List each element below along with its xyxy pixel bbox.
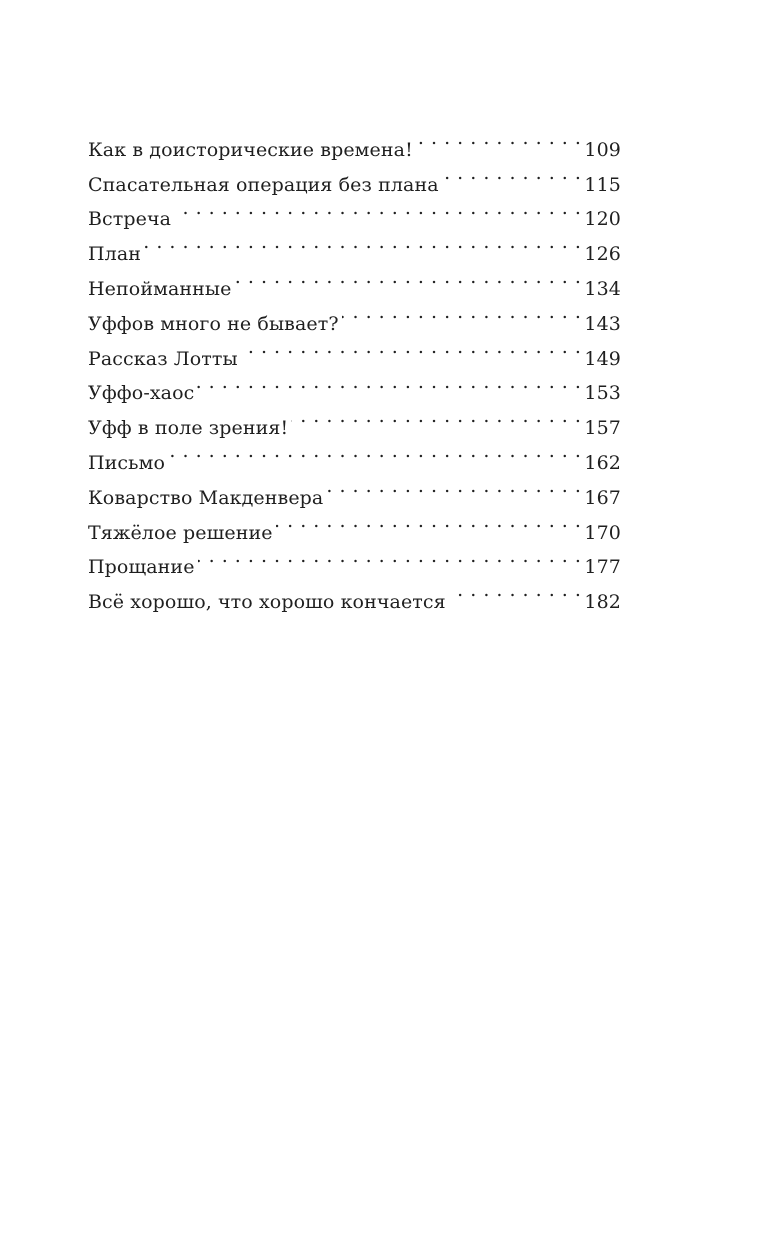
toc-entry-page: 149: [584, 347, 621, 370]
table-of-contents: [88, 121, 621, 614]
toc-entry-title: Непойманные: [88, 277, 232, 300]
toc-leader-dots: [198, 539, 582, 574]
toc-entry[interactable]: [88, 225, 621, 266]
toc-entry-page: 170: [584, 521, 621, 544]
toc-entry-page: 109: [584, 138, 621, 161]
toc-leader-dots: [291, 399, 581, 434]
toc-entry-page: 153: [584, 382, 621, 405]
toc-entry-title: План: [88, 243, 142, 266]
toc-entry-title: Тяжёлое решение: [88, 521, 273, 544]
toc-entry-page: 177: [584, 556, 621, 579]
toc-leader-dots: [416, 121, 582, 156]
toc-leader-dots: [442, 156, 582, 191]
toc-entry-title: Уффо-хаос: [88, 382, 195, 405]
toc-entry-page: 162: [584, 451, 621, 474]
toc-leader-dots: [234, 260, 581, 295]
toc-leader-dots: [342, 295, 582, 330]
toc-entry-title: Рассказ Лотты: [88, 347, 238, 370]
toc-entry-page: 167: [584, 486, 621, 509]
toc-entry-title: Коварство Макденвера: [88, 486, 324, 509]
toc-leader-dots: [276, 504, 582, 539]
toc-leader-dots: [449, 573, 582, 608]
toc-entry-title: Как в доисторические времена!: [88, 138, 413, 161]
toc-entry-title: Встреча: [88, 208, 172, 231]
toc-entry-page: 157: [584, 417, 621, 440]
toc-entry-page: 120: [584, 208, 621, 231]
toc-entry-title: Спасательная операция без плана: [88, 173, 439, 196]
toc-leader-dots: [326, 469, 581, 504]
toc-entry-page: 182: [584, 591, 621, 614]
toc-leader-dots: [241, 330, 582, 365]
toc-entry-page: 134: [584, 277, 621, 300]
toc-entry[interactable]: [88, 434, 621, 474]
toc-entry-page: 115: [584, 173, 621, 196]
toc-leader-dots: [174, 191, 581, 226]
toc-entry-title: Уффов много не бывает?: [88, 312, 339, 335]
toc-entry-page: 143: [584, 312, 621, 335]
toc-leader-dots: [168, 434, 581, 469]
toc-entry-title: Письмо: [88, 451, 166, 474]
toc-entry-page: 126: [584, 243, 621, 266]
toc-entry-title: Всё хорошо, что хорошо кончается: [88, 591, 446, 614]
toc-entry[interactable]: [88, 260, 621, 300]
toc-entry[interactable]: [88, 469, 621, 509]
toc-leader-dots: [197, 365, 581, 400]
toc-leader-dots: [144, 225, 581, 260]
toc-entry-title: Прощание: [88, 556, 195, 579]
toc-entry[interactable]: [88, 121, 621, 161]
toc-entry-title: Уфф в поле зрения!: [88, 417, 289, 440]
